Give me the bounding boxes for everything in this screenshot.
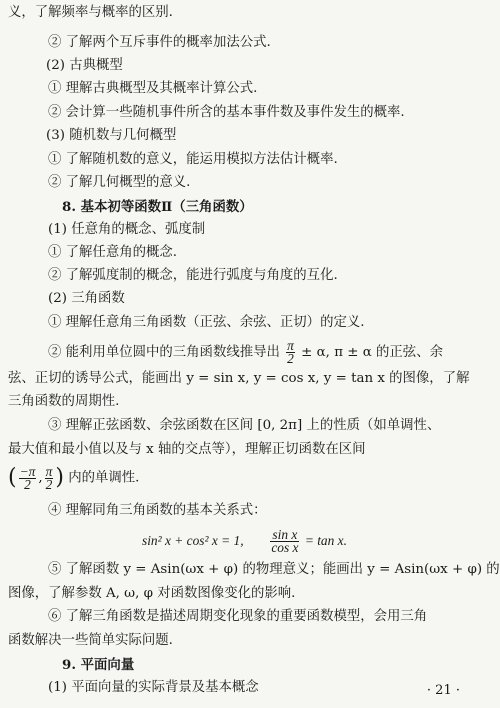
page-number: · 21 · [426, 683, 460, 698]
text-line-with-fraction [48, 340, 443, 365]
text-line: ① 理解古典概型及其概率计算公式. [48, 81, 258, 96]
text-line: 义，了解频率与概率的区别. [8, 5, 173, 20]
formula-tan: = tan x. [304, 533, 347, 548]
text-line: (1) 平面向量的实际背景及基本概念 [48, 680, 259, 695]
fraction-numerator: π [287, 338, 294, 353]
fraction-numerator: sin x [270, 529, 299, 542]
text-line: ① 了解任意角的概念. [48, 245, 178, 260]
section-heading: 9. 平面向量 [62, 657, 135, 673]
text-line: ④ 理解同角三角函数的基本关系式： [48, 503, 267, 518]
text-line: (2) 三角函数 [48, 291, 125, 306]
formula-pythagorean: sin² x + cos² x = 1, [142, 533, 244, 548]
text-line: (3) 随机数与几何概型 [46, 128, 177, 143]
fraction-denominator: cos x [271, 540, 299, 556]
text-line: (2) 古典概型 [46, 58, 123, 73]
text-line: ② 了解弧度制的概念，能进行弧度与角度的互化. [48, 268, 338, 283]
close-paren: ) [55, 465, 64, 490]
text-line: ② 会计算一些随机事件所含的基本事件数及事件发生的概率. [48, 105, 405, 120]
text-line: 最大值和最小值以及与 x 轴的交点等），理解正切函数在区间 [8, 442, 366, 457]
text-line: 图像，了解参数 A, ω, φ 对函数图像变化的影响. [8, 586, 296, 601]
text-line: 弦、正切的诱导公式，能画出 y = sin x, y = cos x, y = tan x 的图像，了解 [8, 371, 470, 386]
text-line: ③ 理解正弦函数、余弦函数在区间 [0, 2π] 上的性质（如单调性、 [48, 418, 441, 433]
fraction-denominator: 2 [24, 476, 31, 492]
text-line: ⑤ 了解函数 y = Asin(ωx + φ) 的物理意义；能画出 y = Asin(ωx + φ) 的 [48, 562, 500, 577]
fraction-sin-over-cos [270, 529, 299, 554]
text-line: ⑥ 了解三角函数是描述周期变化现象的重要函数模型，会用三角 [48, 609, 428, 624]
fraction-pi-over-2 [45, 463, 54, 492]
fraction-numerator: −π [19, 463, 36, 479]
text-line-with-interval: ( $\frac{-\pi}{2}$ , $\frac{\pi}{2}$ ) 内的单调性. [8, 463, 140, 492]
text-line: ① 理解任意角三角函数（正弦、余弦、正切）的定义. [48, 315, 365, 330]
text-segment: ② 能利用单位圆中的三角函数线推导出 [48, 345, 280, 360]
text-line: ② 了解几何概型的意义. [48, 175, 191, 190]
text-line: 三角函数的周期性. [8, 394, 120, 409]
fraction-neg-pi-over-2 [19, 463, 37, 492]
text-line: (1) 任意角的概念、弧度制 [48, 222, 206, 237]
open-paren: ( [8, 465, 17, 490]
fraction-denominator: 2 [287, 351, 294, 366]
text-segment: ± α, π ± α 的正弦、余 [301, 345, 443, 360]
text-segment: 内的单调性. [68, 470, 140, 486]
fraction-numerator: π [45, 463, 53, 479]
formula-line [142, 528, 347, 554]
text-line: ① 了解随机数的意义，能运用模拟方法估计概率. [48, 152, 338, 167]
text-line: ② 了解两个互斥事件的概率加法公式. [48, 35, 271, 50]
fraction-pi-over-2 [286, 340, 295, 365]
section-heading: 8. 基本初等函数Ⅱ（三角函数） [62, 199, 253, 215]
text-line: 函数解决一些简单实际问题. [8, 633, 173, 648]
fraction-denominator: 2 [45, 476, 53, 492]
